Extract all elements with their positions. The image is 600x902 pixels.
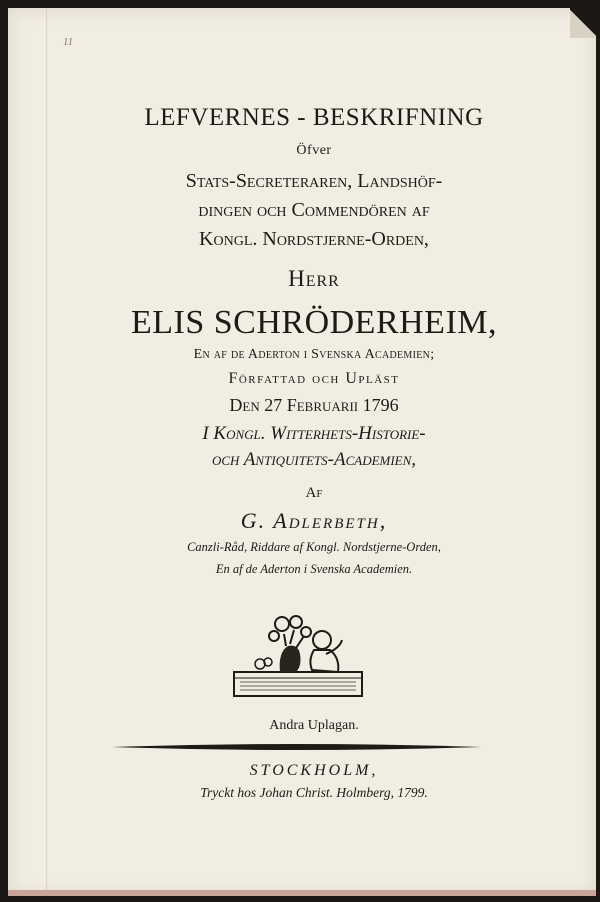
edition-line: Andra Uplagan. xyxy=(269,718,359,733)
author-name: G. Adlerbeth, xyxy=(240,508,388,533)
printer-line: Tryckt hos Johan Christ. Holmberg, 1799. xyxy=(200,785,428,800)
city-line: STOCKHOLM, xyxy=(249,762,379,779)
society-line-2: och Antiquitets-Academien, xyxy=(211,449,417,470)
cherub-vignette-icon xyxy=(230,600,366,704)
page-bottom-edge xyxy=(8,890,596,896)
office-line-2: dingen och Commendören af xyxy=(198,199,430,221)
ofver-line: Öfver xyxy=(296,143,332,158)
margin-ink-mark: 11 xyxy=(63,36,74,48)
society-line-1: I Kongl. Witterhets-Historie- xyxy=(202,423,426,444)
office-line-1: Stats-Secreteraren, Landshöf- xyxy=(185,170,443,192)
herr-line: Herr xyxy=(288,266,340,291)
author-title-2: En af de Aderton i Svenska Academien. xyxy=(215,562,413,576)
author-title-1: Canzli-Råd, Riddare af Kongl. Nordstjerne-Orden, xyxy=(187,540,441,554)
academy-line: En af de Aderton i Svenska Academien; xyxy=(193,347,435,362)
written-line: Författad och Upläst xyxy=(228,370,400,387)
main-title: LEFVERNES - BESKRIFNING xyxy=(144,104,484,131)
subject-name: ELIS SCHRÖDERHEIM, xyxy=(130,304,498,341)
tapered-rule-icon xyxy=(112,742,482,752)
af-line: Af xyxy=(305,485,323,501)
office-line-3: Kongl. Nordstjerne-Orden, xyxy=(199,228,429,250)
dog-ear-corner xyxy=(570,8,596,38)
date-line: Den 27 Februarii 1796 xyxy=(229,395,399,415)
